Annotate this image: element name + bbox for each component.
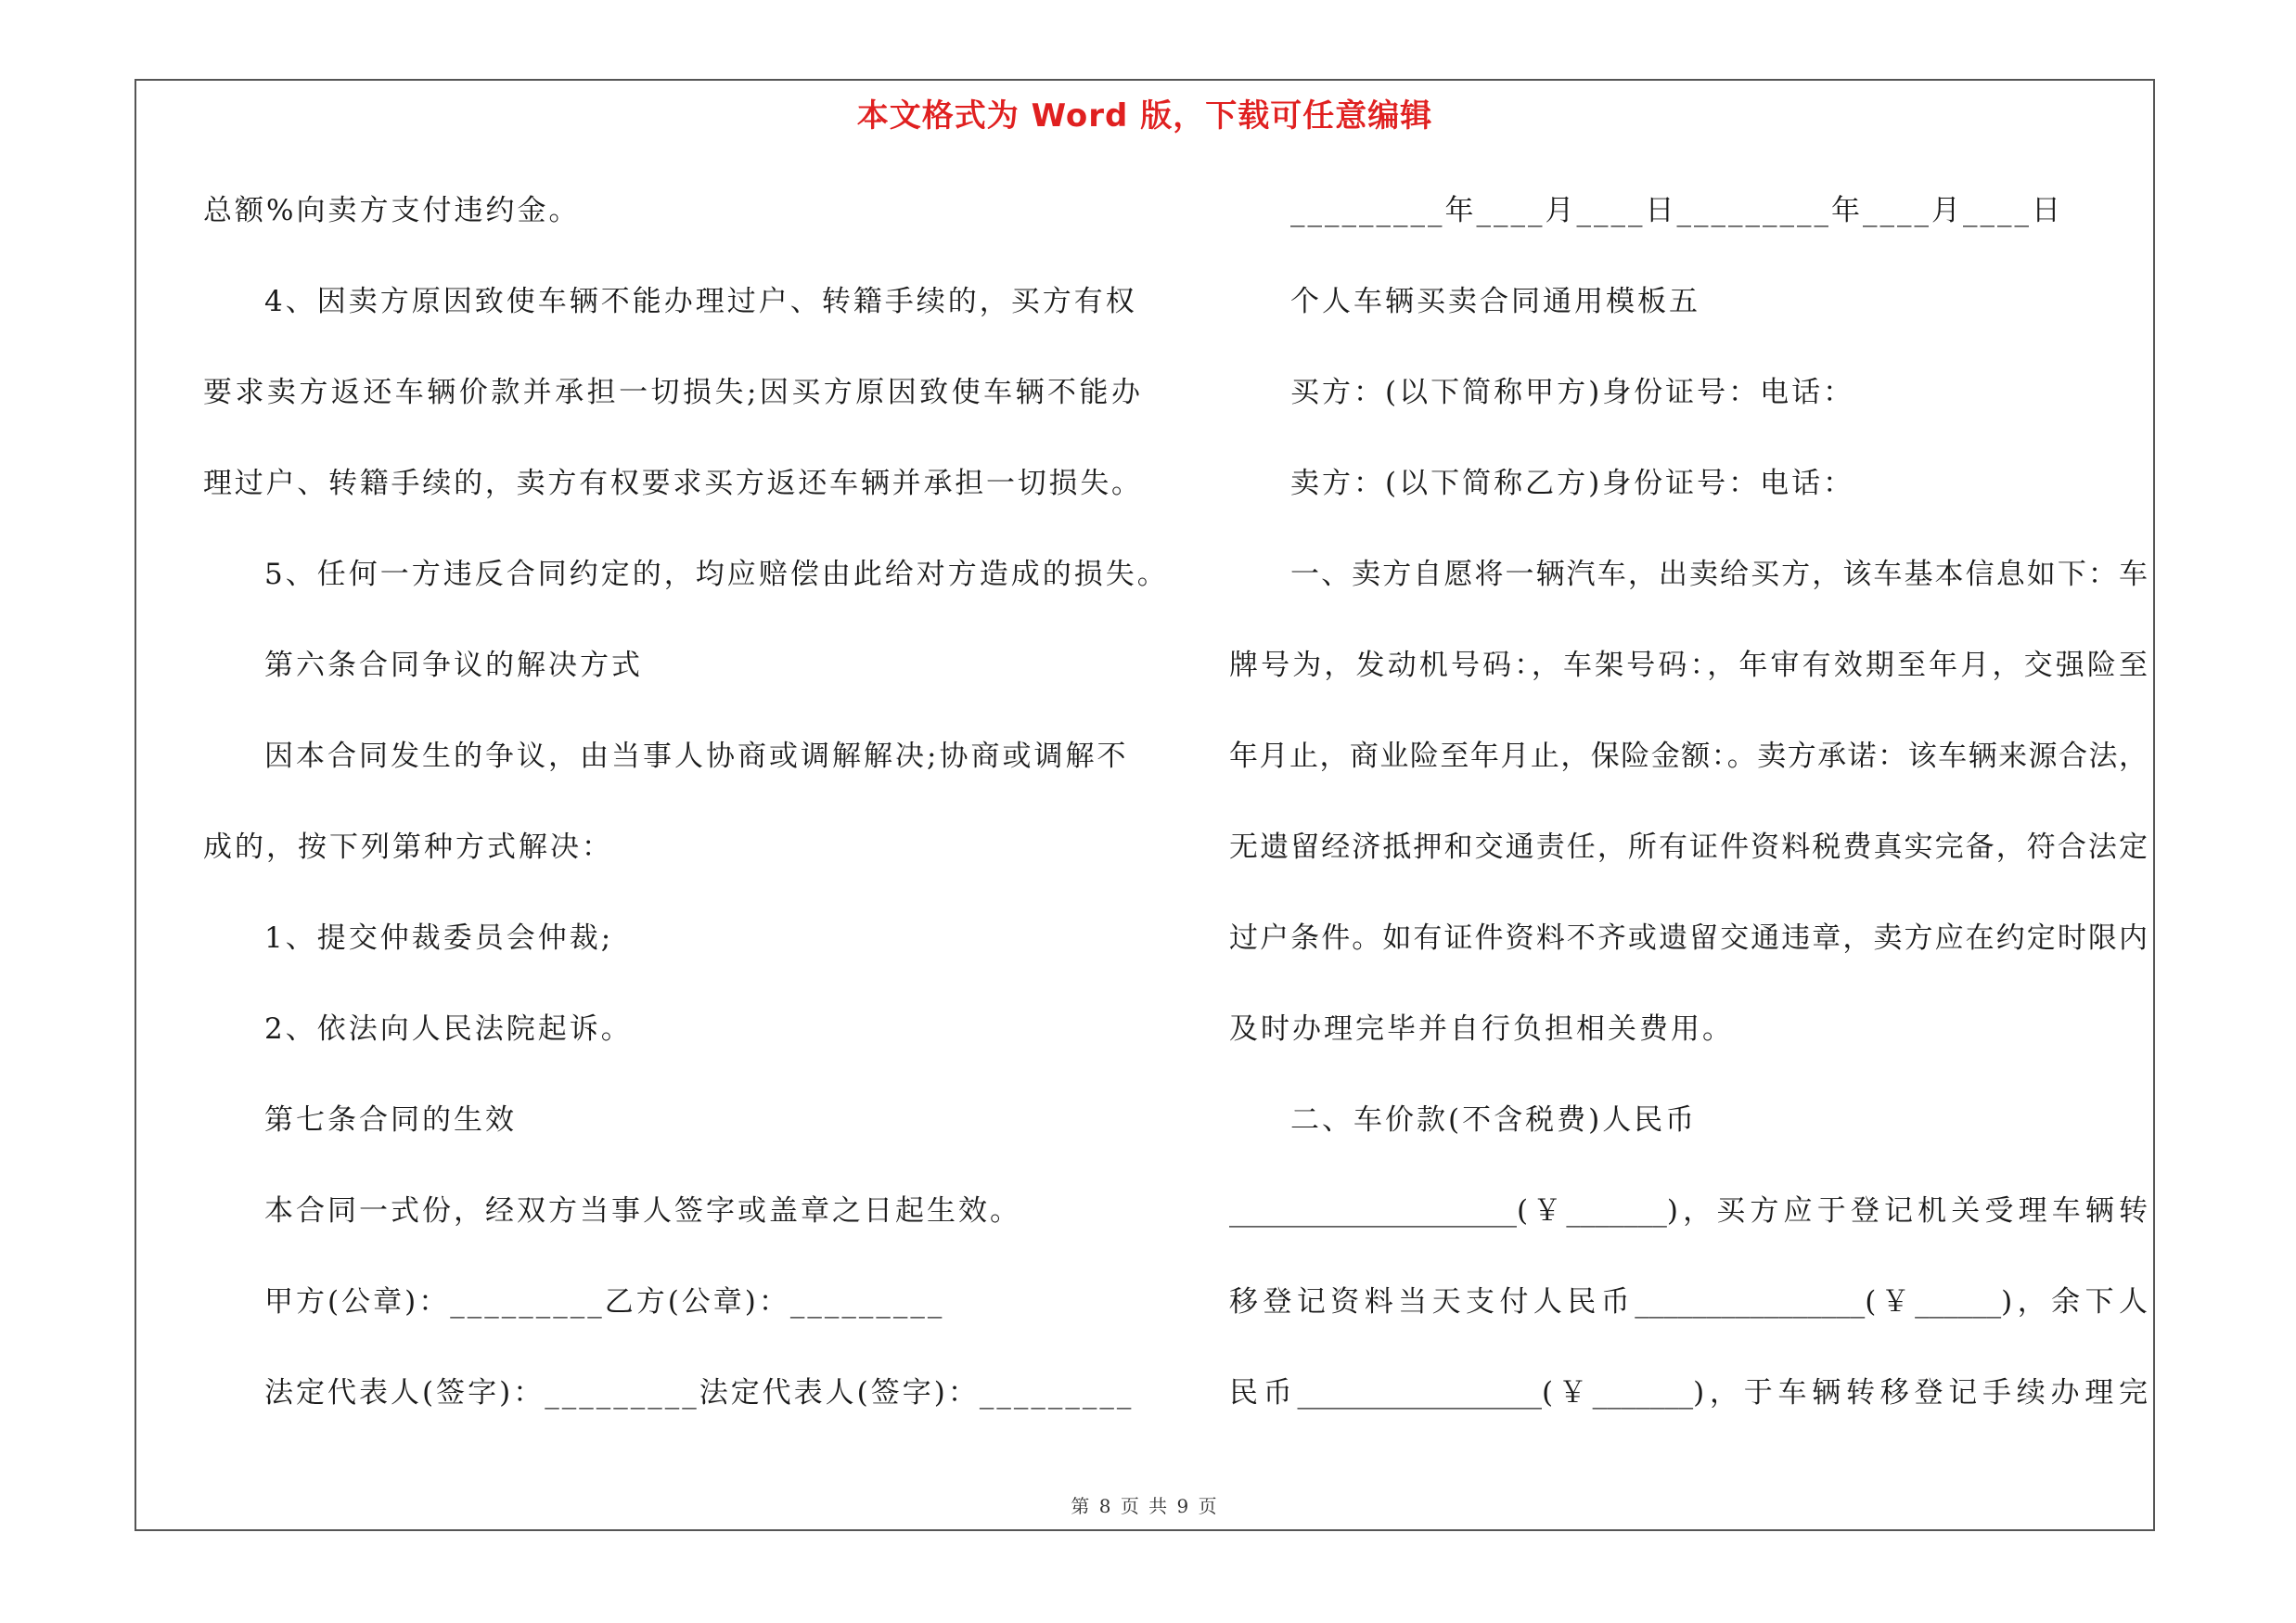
page-frame	[135, 79, 2155, 1531]
left-line-2: 4、因卖方原因致使车辆不能办理过户、转籍手续的，买方有权	[264, 285, 1137, 318]
right-line-10: 及时办理完毕并自行负担相关费用。	[1229, 1012, 1734, 1046]
right-line-11: 二、车价款(不含税费)人民币	[1290, 1103, 1698, 1137]
right-line-13: 移登记资料当天支付人民币________________(￥______)，余下人	[1229, 1285, 2148, 1319]
left-line-8: 成的，按下列第种方式解决：	[203, 831, 613, 864]
right-line-12: ____________________(￥_______)，买方应于登记机关受理车辆转	[1229, 1194, 2148, 1228]
right-line-14: 民币_________________(￥_______)，于车辆转移登记手续办理完	[1229, 1376, 2148, 1410]
left-line-4: 理过户、转籍手续的，卖方有权要求买方返还车辆并承担一切损失。	[203, 467, 1140, 500]
right-line-1: _________年____月____日_________年____月____日	[1290, 194, 2063, 227]
right-line-8: 无遗留经济抵押和交通责任，所有证件资料税费真实完备，符合法定	[1229, 831, 2148, 864]
right-line-6: 牌号为，发动机号码：，车架号码：，年审有效期至年月，交强险至	[1229, 649, 2148, 682]
left-line-5: 5、任何一方违反合同约定的，均应赔偿由此给对方造成的损失。	[264, 558, 1169, 591]
header-banner: 本文格式为 Word 版，下载可任意编辑	[856, 97, 1433, 135]
left-line-7: 因本合同发生的争议，由当事人协商或调解解决;协商或调解不	[264, 740, 1129, 773]
left-line-12: 本合同一式份，经双方当事人签字或盖章之日起生效。	[264, 1194, 1021, 1228]
left-line-6: 第六条合同争议的解决方式	[264, 649, 643, 682]
page-footer: 第 8 页 共 9 页	[1071, 1495, 1219, 1517]
right-line-4: 卖方：(以下简称乙方)身份证号：电话：	[1290, 467, 1855, 500]
left-line-1: 总额%向卖方支付违约金。	[203, 194, 581, 227]
right-line-9: 过户条件。如有证件资料不齐或遗留交通违章，卖方应在约定时限内	[1229, 921, 2148, 955]
left-line-3: 要求卖方返还车辆价款并承担一切损失;因买方原因致使车辆不能办	[203, 376, 1140, 409]
right-line-7: 年月止，商业险至年月止，保险金额：。卖方承诺：该车辆来源合法，	[1229, 740, 2148, 773]
left-line-14: 法定代表人(签字)：_________法定代表人(签字)：_________	[264, 1376, 1135, 1410]
right-line-3: 买方：(以下简称甲方)身份证号：电话：	[1290, 376, 1855, 409]
left-line-13: 甲方(公章)：_________乙方(公章)：_________	[264, 1285, 945, 1319]
left-line-10: 2、依法向人民法院起诉。	[264, 1012, 633, 1046]
left-line-11: 第七条合同的生效	[264, 1103, 517, 1137]
right-line-5: 一、卖方自愿将一辆汽车，出卖给买方，该车基本信息如下：车	[1290, 558, 2148, 591]
right-line-2: 个人车辆买卖合同通用模板五	[1290, 285, 1700, 318]
left-line-9: 1、提交仲裁委员会仲裁;	[264, 921, 614, 955]
